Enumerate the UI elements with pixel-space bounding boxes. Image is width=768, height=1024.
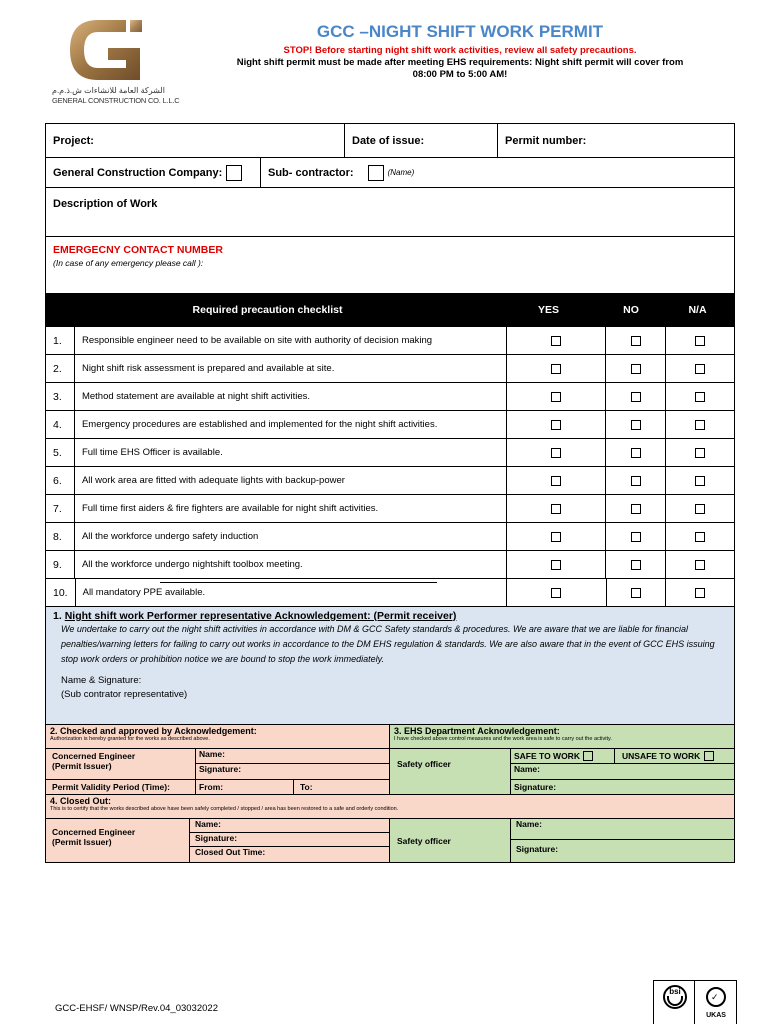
item-text: Method statement are available at night shift activities. (75, 383, 507, 410)
yes-checkbox[interactable] (551, 364, 561, 374)
ukas-badge (695, 981, 736, 1024)
na-checkbox[interactable] (695, 504, 705, 514)
section3-officer-label: Safety officer (397, 759, 451, 769)
no-cell (606, 355, 666, 382)
no-cell (606, 523, 666, 550)
no-cell (606, 439, 666, 466)
ack1-title-text: Night shift work Performer representative Acknowledgement: (Permit receiver) (64, 610, 457, 622)
section3-name-field[interactable]: Name: (514, 764, 540, 774)
no-cell (606, 467, 666, 494)
checklist-item (46, 467, 734, 495)
permit-note-line-2: 08:00 PM to 5:00 AM! (412, 69, 508, 80)
subcontractor-name-hint: (Name) (387, 168, 415, 177)
na-checkbox[interactable] (695, 560, 705, 570)
na-cell (666, 579, 734, 606)
company-logo (52, 14, 180, 109)
na-cell (666, 439, 734, 466)
yes-cell (507, 383, 607, 410)
no-checkbox[interactable] (631, 560, 641, 570)
stop-warning: STOP! Before starting night shift work activities, review all safety precautions. (283, 45, 637, 56)
item-text: Night shift risk assessment is prepared and available at site. (75, 355, 507, 382)
emergency-row[interactable] (46, 237, 734, 294)
item-number: 9. (46, 551, 75, 578)
section3-title: 3. EHS Department Acknowledgement: (394, 726, 560, 736)
yes-cell (507, 579, 607, 606)
item-text: All work area are fitted with adequate lights with backup-power (75, 467, 507, 494)
section4-title: 4. Closed Out: (50, 796, 112, 806)
item-text: All mandatory PPE available. (76, 579, 507, 606)
date-of-issue-field[interactable] (345, 124, 498, 157)
permit-note (210, 57, 710, 81)
permit-number-field[interactable] (498, 124, 734, 157)
yes-cell (507, 327, 607, 354)
na-checkbox[interactable] (695, 420, 705, 430)
checklist-item (46, 327, 734, 355)
item-number: 6. (46, 467, 75, 494)
no-cell (606, 551, 666, 578)
subcontractor-label: Sub- contractor: (268, 166, 354, 179)
item-number: 8. (46, 523, 75, 550)
yes-checkbox[interactable] (551, 392, 561, 402)
yes-checkbox[interactable] (551, 560, 561, 570)
yes-cell (507, 411, 607, 438)
document-code: GCC-EHSF/ WNSP/Rev.04_03032022 (55, 1003, 218, 1014)
section3-officer-spacer (390, 779, 511, 794)
permit-form (45, 123, 735, 863)
checklist-item (46, 579, 734, 607)
yes-checkbox[interactable] (551, 420, 561, 430)
description-label: Description of Work (53, 198, 158, 210)
checklist-item (46, 439, 734, 467)
checklist-header-na: N/A (688, 304, 707, 316)
item-text: Responsible engineer need to be available on site with authority of decision making (75, 327, 507, 354)
checklist-item (46, 355, 734, 383)
na-checkbox[interactable] (695, 532, 705, 542)
yes-cell (507, 551, 607, 578)
safe-to-work-checkbox[interactable] (583, 751, 593, 761)
ack1-title (53, 610, 727, 622)
certification-badges (653, 980, 737, 1024)
logo-english-text: GENERAL CONSTRUCTION CO. L.L.C (52, 96, 180, 105)
na-checkbox[interactable] (695, 336, 705, 346)
section4-fields (190, 819, 390, 862)
no-checkbox[interactable] (631, 392, 641, 402)
yes-checkbox[interactable] (551, 588, 561, 598)
checklist-item (46, 523, 734, 551)
ack1-section (46, 607, 734, 724)
na-cell (666, 327, 734, 354)
gcc-company-label: General Construction Company: (53, 166, 223, 179)
section2-header (46, 725, 390, 748)
subcontractor-checkbox[interactable] (368, 165, 384, 181)
safe-to-work-label: SAFE TO WORK (514, 751, 580, 761)
ack1-name-signature[interactable] (53, 674, 727, 702)
section4-issuer-label: (Permit Issuer) (52, 837, 112, 847)
na-checkbox[interactable] (695, 448, 705, 458)
na-checkbox[interactable] (695, 588, 705, 598)
ack1-sub-rep-label: (Sub contrator representative) (61, 689, 188, 700)
no-checkbox[interactable] (631, 504, 641, 514)
project-field[interactable] (46, 124, 345, 157)
no-checkbox[interactable] (631, 588, 641, 598)
na-checkbox[interactable] (695, 392, 705, 402)
section4-officer-signature-field[interactable]: Signature: (516, 844, 559, 854)
section2-subtitle: Authorization is hereby granted for the works as described above. (50, 736, 210, 742)
no-checkbox[interactable] (631, 476, 641, 486)
section3-signature-field[interactable]: Signature: (511, 779, 734, 794)
no-cell (607, 579, 667, 606)
unsafe-to-work (615, 749, 733, 763)
checklist-header-no: NO (623, 304, 639, 316)
validity-to-field[interactable]: To: (294, 779, 390, 794)
validity-label: Permit Validity Period (Time): (46, 779, 196, 794)
validity-from-field[interactable]: From: (196, 779, 294, 794)
permit-note-line-1: Night shift permit must be made after meeting EHS requirements: Night shift permit will cover from (236, 57, 684, 68)
item-number: 5. (46, 439, 75, 466)
logo-arabic-text: الشركة العامة للانشاءات ش.ذ.م.م (52, 86, 165, 95)
yes-checkbox[interactable] (551, 336, 561, 346)
gcc-company-cell (46, 158, 261, 187)
no-cell (606, 383, 666, 410)
gcc-company-checkbox[interactable] (226, 165, 242, 181)
emergency-title: EMERGECNY CONTACT NUMBER (53, 244, 223, 256)
section23-body-row (46, 749, 734, 779)
checklist-item (46, 383, 734, 411)
na-cell (666, 551, 734, 578)
section3-subtitle: I have checked above control measures and the work area is safe to carry out the activity. (394, 736, 612, 742)
item-text: Emergency procedures are established and implemented for the night shift activities. (75, 411, 507, 438)
item-text: All the workforce undergo safety induction (75, 523, 507, 550)
unsafe-to-work-checkbox[interactable] (704, 751, 714, 761)
section4-closed-time-field[interactable]: Closed Out Time: (195, 847, 266, 857)
yes-cell (507, 467, 607, 494)
na-cell (666, 495, 734, 522)
no-checkbox[interactable] (631, 532, 641, 542)
section23-title-row (46, 725, 734, 749)
date-label: Date of issue: (352, 134, 425, 147)
item-number: 1. (46, 327, 75, 354)
section4-officer (390, 819, 511, 862)
section4-engineer-label: Concerned Engineer (52, 827, 136, 837)
section4-officer-fields (511, 819, 734, 862)
checklist-item (46, 551, 734, 579)
item-number: 7. (46, 495, 75, 522)
section2-engineer-label: Concerned Engineer (52, 751, 136, 761)
section3-header (390, 725, 734, 748)
item-text: Full time first aiders & fire fighters are available for night shift activities. (75, 495, 507, 522)
item-number: 3. (46, 383, 75, 410)
section4-signature-field[interactable]: Signature: (190, 833, 389, 847)
section2-signature-field[interactable]: Signature: (199, 764, 242, 774)
no-checkbox[interactable] (631, 336, 641, 346)
item-number: 4. (46, 411, 75, 438)
checklist-item (46, 495, 734, 523)
no-checkbox[interactable] (631, 364, 641, 374)
yes-cell (507, 523, 607, 550)
yes-checkbox[interactable] (551, 504, 561, 514)
ukas-tick-icon: ✓ (711, 992, 719, 1002)
safe-to-work (511, 749, 615, 763)
checklist-header-yes: YES (537, 304, 559, 316)
unsafe-to-work-label: UNSAFE TO WORK (622, 751, 701, 761)
section3-safe-row (511, 749, 734, 764)
ack1-body: We undertake to carry out the night shift activities in accordance with DM & GCC Safety standards & procedures. We are aware that we are liable for financial penalties/warning letters for failing to carry out works in accordance to the DM EHS regulation & standards. We are also aware that in the event of GCC EHS issuing stop work orders or prohibition notice we are bound to stop the work immediately. (61, 624, 715, 664)
gcc-logo-icon (68, 18, 146, 82)
item-number: 10. (46, 579, 76, 606)
no-cell (606, 495, 666, 522)
bsi-badge (654, 981, 695, 1024)
section4-officer-label: Safety officer (397, 835, 451, 846)
section4-engineer (46, 819, 190, 862)
yes-checkbox[interactable] (551, 532, 561, 542)
na-cell (666, 411, 734, 438)
item-number: 2. (46, 355, 75, 382)
subcontractor-cell (261, 158, 734, 187)
section3-fields (511, 749, 734, 779)
section4-header (46, 795, 734, 819)
bsi-text: bsi (669, 987, 681, 996)
checklist-header-title: Required precaution checklist (192, 304, 343, 316)
description-row[interactable] (46, 188, 734, 237)
section3-officer (390, 749, 511, 779)
emergency-cell (46, 237, 734, 293)
item-text: Full time EHS Officer is available. (75, 439, 507, 466)
yes-cell (507, 439, 607, 466)
na-cell (666, 467, 734, 494)
checklist-item (46, 411, 734, 439)
na-cell (666, 523, 734, 550)
section4-officer-name-field[interactable]: Name: (511, 819, 734, 840)
no-checkbox[interactable] (631, 448, 641, 458)
section2-title: 2. Checked and approved by Acknowledgement: (50, 726, 257, 736)
no-checkbox[interactable] (631, 420, 641, 430)
section23-validity-row (46, 779, 734, 795)
ack1-name-label: Name & Signature: (61, 675, 142, 686)
item-text: All the workforce undergo nightshift toolbox meeting. (75, 551, 507, 578)
project-label: Project: (53, 134, 94, 147)
company-row (46, 158, 734, 188)
no-cell (606, 411, 666, 438)
na-checkbox[interactable] (695, 364, 705, 374)
project-row (46, 124, 734, 158)
yes-checkbox[interactable] (551, 448, 561, 458)
ukas-text: UKAS (706, 1012, 726, 1019)
ack1-signature-line (160, 582, 437, 583)
section4-subtitle: This is to certify that the works described above have been safely completed / stopped / area has been restored to a safe and orderly condition. (50, 806, 399, 812)
permit-number-label: Permit number: (505, 134, 587, 147)
yes-cell (507, 495, 607, 522)
section2-issuer-label: (Permit Issuer) (52, 761, 112, 771)
emergency-subtitle: (In case of any emergency please call ): (53, 258, 204, 268)
checklist-header (46, 294, 734, 327)
na-cell (666, 355, 734, 382)
yes-checkbox[interactable] (551, 476, 561, 486)
section2-name-field[interactable]: Name: (196, 749, 389, 764)
section4-name-field[interactable]: Name: (190, 819, 389, 833)
ack1-number: 1. (53, 610, 62, 622)
section4-body-row (46, 819, 734, 862)
no-cell (606, 327, 666, 354)
yes-cell (507, 355, 607, 382)
na-checkbox[interactable] (695, 476, 705, 486)
section2-fields (196, 749, 390, 779)
section2-engineer (46, 749, 196, 779)
na-cell (666, 383, 734, 410)
page-title: GCC –NIGHT SHIFT WORK PERMIT (316, 22, 604, 41)
ack1-row (46, 607, 734, 725)
